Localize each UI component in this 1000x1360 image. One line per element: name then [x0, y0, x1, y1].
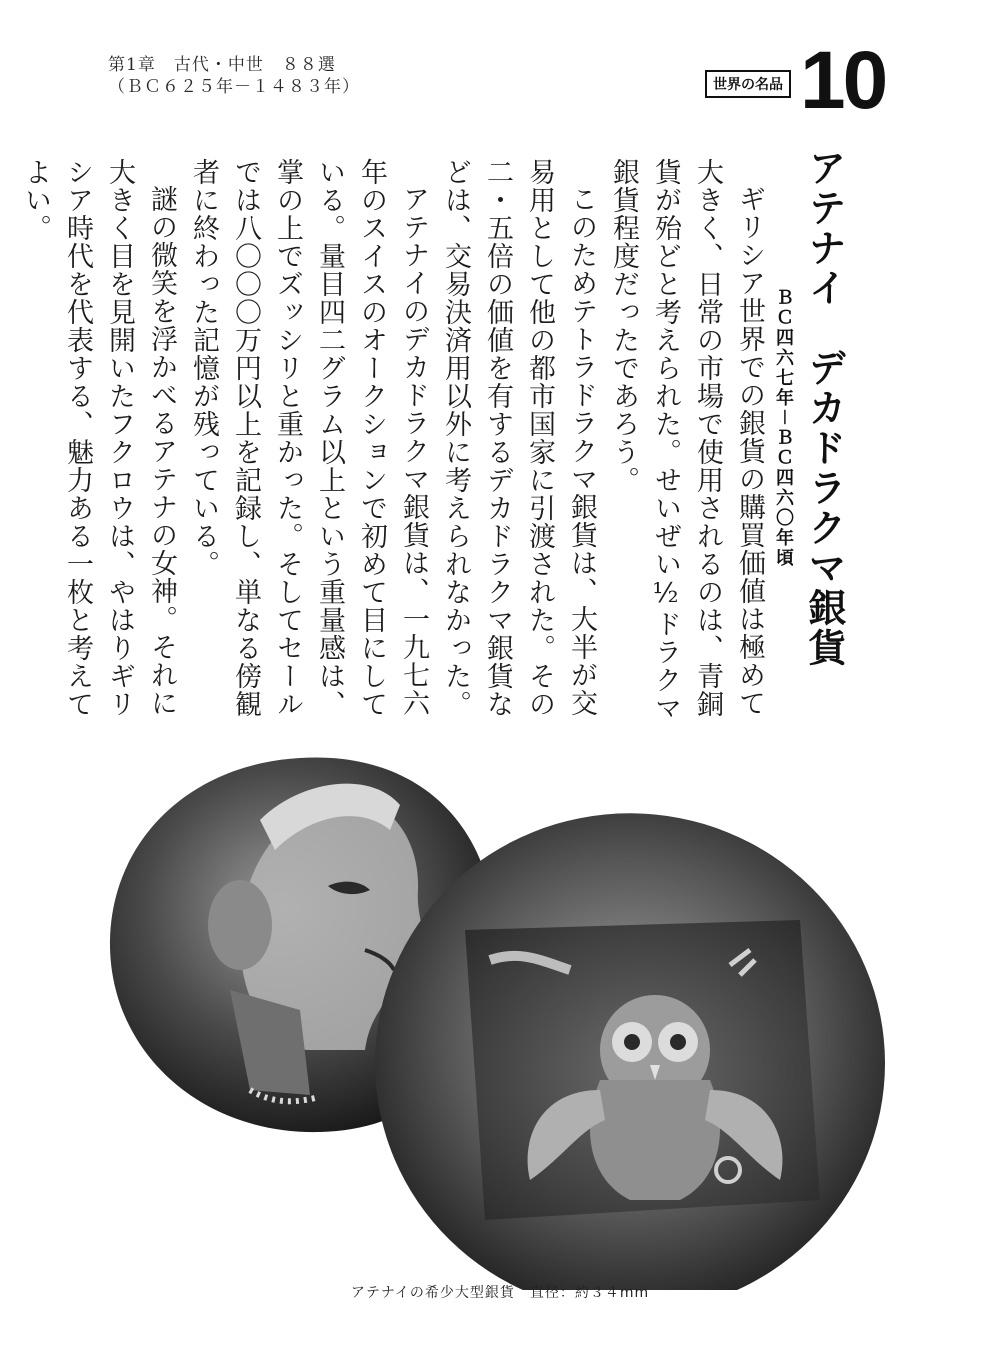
paragraph: ギリシア世界での銀貨の購買価値は極めて大きく、日常の市場で使用されるのは、青銅貨が殆どと考えられた。せいぜい½ドラクマ銀貨程度だったであろう。 — [608, 158, 765, 722]
category-badge: 世界の名品 — [705, 70, 791, 98]
chapter-header — [108, 54, 360, 98]
photo-caption: アテナイの希少大型銀貨 直径：約３４mm — [350, 1285, 650, 1301]
chapter-label: 第1章 古代・中世 ８８選 — [108, 55, 336, 75]
paragraph: アテナイのデカドラクマ銀貨は、一九七六年のスイスのオークションで初めて目にしている。量目四二グラム以上という重量感は、掌の上でズッシリと重かった。そしてセールでは八〇〇〇万円以上を記録し、単なる傍観者に終わった記憶が残っている。 — [188, 158, 429, 718]
body-text-area — [20, 158, 770, 728]
body-text — [14, 158, 770, 728]
reverse-coin — [375, 813, 885, 1290]
paragraph: 謎の微笑を浮かべるアテナの女神。それに大きく目を見開いたフクロウは、やはりギリシア時代を代表する、魅力ある一枚と考えてよい。 — [20, 158, 177, 718]
article-title: アテナイ デカドラクマ銀貨 — [802, 148, 846, 668]
item-number: 10 — [800, 35, 886, 126]
chapter-period: （ＢＣ６２５年－１４８３年） — [108, 77, 360, 97]
coin-photo — [100, 750, 900, 1290]
article-subtitle: ＢＣ四六七年－ＢＣ四六〇年頃 — [773, 288, 794, 568]
paragraph: このためテトラドラクマ銀貨は、大半が交易用として他の都市国家に引渡された。その二・五倍の価値を有するデカドラクマ銀貨などは、交易決済用以外に考えられなかった。 — [440, 158, 597, 718]
